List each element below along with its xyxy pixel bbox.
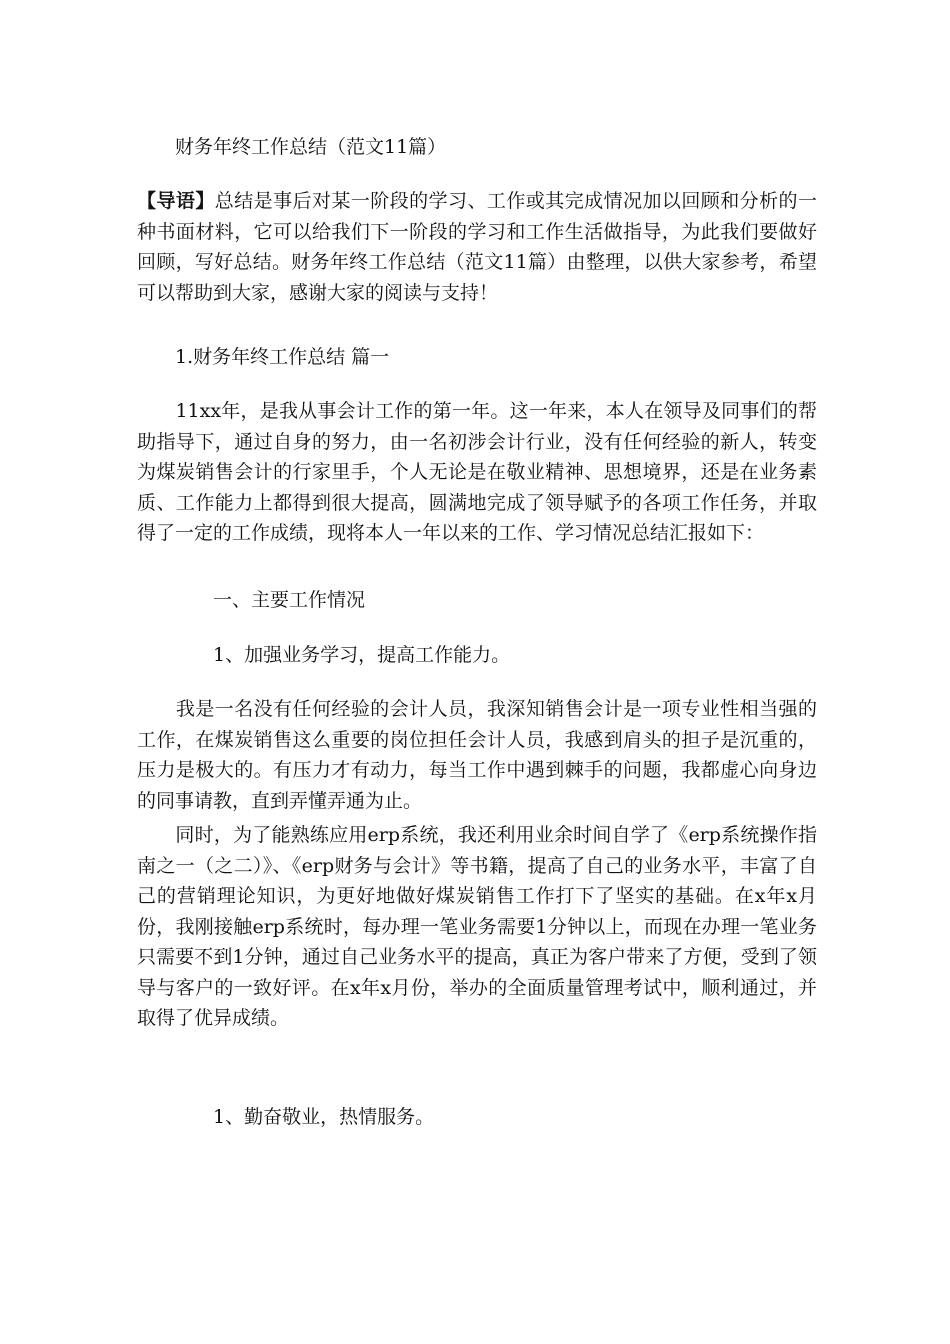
intro-lead-label: 【导语】 (137, 190, 215, 212)
heading-main-work: 一、主要工作情况 (213, 589, 366, 611)
document-title: 财务年终工作总结（范文11篇） (175, 136, 447, 158)
paragraph-1: 11xx年，是我从事会计工作的第一年。这一年来，本人在领导及同事们的帮助指导下，通过自身的努力，由一名初涉会计行业，没有任何经验的新人，转变为煤炭销售会计的行家里手，个人无论是在敬业精神、思想境界，还是在业务素质、工作能力上都得到很大提高，圆满地完成了领导赋予的各项工作任务，并取得了一定的工作成绩，现将本人一年以来的工作、学习情况总结汇报如下： (137, 400, 817, 544)
heading-item-2: 1、勤奋敬业，热情服务。 (213, 1106, 435, 1128)
section-heading: 1.财务年终工作总结 篇一 (175, 346, 390, 368)
intro-text: 总结是事后对某一阶段的学习、工作或其完成情况加以回顾和分析的一种书面材料，它可以给我们下一阶段的学习和工作生活做指导，为此我们要做好回顾，写好总结。财务年终工作总结（范文11篇）由整理，以供大家参考，希望可以帮助到大家，感谢大家的阅读与支持！ (137, 190, 817, 304)
paragraph-2: 我是一名没有任何经验的会计人员，我深知销售会计是一项专业性相当强的工作，在煤炭销售这么重要的岗位担任会计人员，我感到肩头的担子是沉重的，压力是极大的。有压力才有动力，每当工作中遇到棘手的问题，我都虚心向身边的同事请教，直到弄懂弄通为止。 (137, 698, 817, 812)
heading-item-1: 1、加强业务学习，提高工作能力。 (213, 644, 511, 666)
intro-paragraph (137, 186, 817, 308)
paragraph-3: 同时，为了能熟练应用erp系统，我还利用业余时间自学了《erp系统操作指南之一（之二）》、《erp财务与会计》等书籍，提高了自己的业务水平，丰富了自己的营销理论知识，为更好地做好煤炭销售工作打下了坚实的基础。在x年x月份，我刚接触erp系统时，每办理一笔业务需要1分钟以上，而现在办理一笔业务只需要不到1分钟，通过自己业务水平的提高，真正为客户带来了方便，受到了领导与客户的一致好评。在x年x月份，举办的全面质量管理考试中，顺利通过，并取得了优异成绩。 (137, 824, 817, 1029)
